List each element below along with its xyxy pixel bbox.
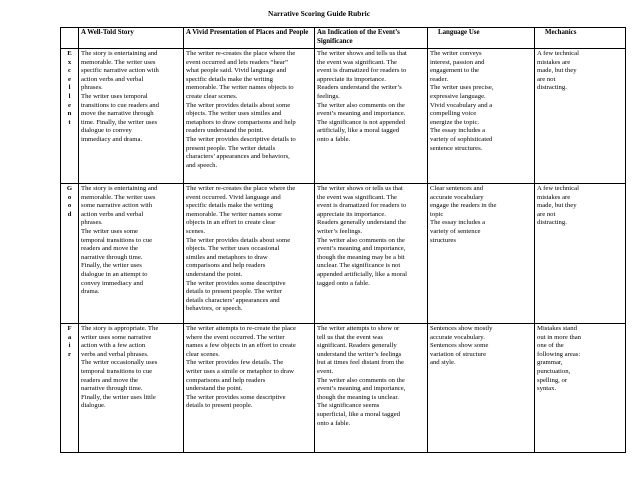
column-header-significance: An Indication of the Event’s Significance	[315, 28, 428, 49]
cell-text-line: The writer provides details about some	[186, 101, 291, 109]
cell-text-line: The significance is not appended	[317, 118, 406, 126]
cell-text-line: move the narrative through	[81, 110, 154, 118]
cell-text-line: The writer shows and tells us that	[317, 50, 407, 57]
cell-text-line: unclear. The significance is not	[317, 262, 401, 270]
cell-text-line: comparisons and help readers	[186, 262, 266, 270]
cell-text-line: The writer uses some	[81, 227, 139, 235]
cell-text-line: transitions to cue readers and	[81, 101, 159, 109]
cell-text-line: The writer uses precise,	[430, 84, 494, 92]
cell-fair-mechanics	[535, 324, 626, 453]
cell-text-line: convey immediacy and	[81, 279, 144, 287]
cell-text-line: behaviors, or speech.	[186, 305, 243, 313]
cell-text-line: memorable. The writer uses	[81, 193, 156, 201]
level-label-good: G o o d	[61, 184, 79, 324]
cell-text-line: event.	[317, 367, 334, 375]
cell-text-line: Sentences show mostly	[430, 325, 493, 332]
cell-text-line: names a few objects in an effort to create	[186, 342, 296, 350]
cell-text-line: readers and move the	[81, 376, 139, 384]
cell-text-line: phrases.	[81, 84, 103, 92]
cell-excellent-well-told-story	[79, 49, 184, 184]
cell-excellent-mechanics	[535, 49, 626, 184]
cell-text-line: Mistakes stand	[537, 325, 577, 332]
cell-text-line: variety of sentence	[430, 227, 481, 235]
cell-text-line: readers and move the	[81, 245, 139, 253]
cell-text-line: The essay includes a	[430, 127, 486, 135]
cell-good-well-told-story	[79, 184, 184, 324]
column-header-mechanics: Mechanics	[535, 28, 626, 49]
cell-text-line: artificially, like a moral tagged	[317, 127, 400, 135]
cell-text-line: one of the	[537, 342, 564, 350]
cell-fair-vivid-presentation	[184, 324, 315, 453]
cell-text-line: engage the readers in the	[430, 202, 497, 210]
cell-text-line: are not	[537, 210, 556, 218]
cell-text-line: drama.	[81, 288, 100, 296]
cell-text-line: distracting.	[537, 219, 567, 227]
cell-text-line: The writer provides details about some	[186, 236, 291, 244]
cell-text-line: The writer re-creates the place where the	[186, 50, 296, 57]
cell-text-line: The writer attempts to show or	[317, 325, 400, 332]
cell-good-significance	[315, 184, 428, 324]
cell-text-line: onto a fable.	[317, 135, 351, 143]
cell-text-line: structures	[430, 236, 456, 244]
cell-text-line: The writer also comments on the	[317, 101, 405, 109]
cell-text-line: appreciate its importance.	[317, 210, 386, 218]
cell-text-line: sentence structures.	[430, 144, 483, 152]
cell-text-line: The story is entertaining and	[81, 185, 158, 192]
cell-text-line: metaphors to draw comparisons and help	[186, 118, 296, 126]
cell-text-line: The story is appropriate. The	[81, 325, 159, 332]
cell-text-line: superficial, like a moral tagged	[317, 410, 401, 418]
cell-text-line: characters’ appearances and behaviors,	[186, 153, 290, 161]
cell-text-line: event is dramatized for readers to	[317, 202, 407, 210]
cell-text-line: details characters’ appearances and	[186, 296, 280, 304]
cell-text-line: The writer uses temporal	[81, 92, 148, 100]
cell-text-line: memorable. The writer names objects to	[186, 84, 294, 92]
cell-text-line: The story is entertaining and	[81, 50, 158, 57]
cell-text-line: dialogue.	[81, 402, 106, 410]
cell-text-line: The writer attempts to re-create the place	[186, 325, 296, 332]
cell-text-line: objects in an effort to create clear	[186, 219, 276, 227]
cell-good-mechanics	[535, 184, 626, 324]
cell-text-line: comparisons and help readers	[186, 376, 266, 384]
cell-text-line: accurate vocabulary	[430, 193, 484, 201]
cell-text-line: time. Finally, the writer uses	[81, 118, 158, 126]
cell-text-line: specific narrative action with	[81, 67, 159, 75]
cell-text-line: syntax.	[537, 385, 557, 393]
cell-text-line: writer uses some narrative	[81, 333, 152, 341]
cell-text-line: though the meaning is unclear.	[317, 393, 399, 401]
cell-text-line: following areas:	[537, 350, 581, 358]
cell-text-line: objects. The writer uses similes and	[186, 110, 282, 118]
column-header-well-told-story: A Well-Told Story	[79, 28, 184, 49]
cell-text-line: and speech.	[186, 161, 218, 169]
cell-excellent-vivid-presentation	[184, 49, 315, 184]
cell-text-line: feelings.	[317, 92, 340, 100]
cell-text-line: The writer provides some descriptive	[186, 393, 286, 401]
cell-excellent-significance	[315, 49, 428, 184]
rubric-table	[60, 27, 626, 453]
cell-fair-language-use	[428, 324, 535, 453]
cell-text-line: scenes.	[186, 227, 206, 235]
cell-text-line: tagged onto a fable.	[317, 279, 370, 287]
cell-text-line: variety of sophisticated	[430, 135, 493, 143]
cell-text-line: Readers generally understand the	[317, 219, 406, 227]
cell-text-line: temporal transitions to cue	[81, 236, 153, 244]
cell-text-line: understand the point.	[186, 385, 243, 393]
cell-text-line: details to present people.	[186, 402, 253, 410]
cell-good-language-use	[428, 184, 535, 324]
cell-text-line: The writer shows or tells us that	[317, 185, 403, 192]
cell-text-line: Vivid vocabulary and a	[430, 101, 493, 109]
cell-text-line: specific details make the writing	[186, 75, 273, 83]
cell-text-line: though the meaning may be a bit	[317, 253, 405, 261]
column-header-vivid-presentation: A Vivid Presentation of Places and People	[184, 28, 315, 49]
cell-text-line: event occurred and lets readers “hear”	[186, 58, 288, 66]
cell-text-line: grammar,	[537, 359, 563, 367]
cell-text-line: appreciate its importance.	[317, 75, 386, 83]
rubric-row-good	[61, 184, 626, 324]
cell-text-line: significant. Readers generally	[317, 342, 397, 350]
cell-text-line: Finally, the writer uses	[81, 262, 142, 270]
rubric-row-fair	[61, 324, 626, 453]
cell-text-line: event is dramatized for readers to	[317, 67, 407, 75]
cell-text-line: narrative through time.	[81, 385, 143, 393]
cell-text-line: Clear sentences and	[430, 185, 484, 192]
cell-text-line: but at times feel distant from the	[317, 359, 404, 367]
cell-text-line: energize the topic.	[430, 118, 480, 126]
cell-text-line: phrases.	[81, 219, 103, 227]
cell-text-line: and style.	[430, 359, 456, 367]
cell-text-line: present people. The writer details	[186, 144, 276, 152]
cell-text-line: dialogue in an attempt to	[81, 270, 148, 278]
cell-text-line: The essay includes a	[430, 219, 486, 227]
cell-text-line: engagement to the	[430, 67, 480, 75]
cell-text-line: spelling, or	[537, 376, 568, 384]
level-label-excellent: E x c e l l e n t	[61, 49, 79, 184]
cell-text-line: Sentences show some	[430, 342, 489, 350]
cell-text-line: the event was significant. The	[317, 58, 397, 66]
cell-text-line: topic	[430, 210, 444, 218]
cell-text-line: action verbs and verbal	[81, 75, 144, 83]
cell-good-vivid-presentation	[184, 184, 315, 324]
cell-text-line: action verbs and verbal	[81, 210, 144, 218]
cell-text-line: create clear scenes.	[186, 92, 238, 100]
cell-text-line: The significance seems	[317, 402, 380, 410]
cell-fair-significance	[315, 324, 428, 453]
cell-text-line: Finally, the writer uses little	[81, 393, 156, 401]
cell-text-line: event’s meaning and importance,	[317, 245, 406, 253]
cell-text-line: clear scenes.	[186, 350, 220, 358]
cell-text-line: The writer re-creates the place where the	[186, 185, 296, 192]
rubric-row-excellent	[61, 49, 626, 184]
cell-text-line: some narrative action with	[81, 202, 153, 210]
level-label-fair: F a i r	[61, 324, 79, 453]
column-header-language-use: Language Use	[428, 28, 535, 49]
cell-text-line: narrative through time.	[81, 253, 143, 261]
cell-text-line: variation of structure	[430, 350, 487, 358]
cell-text-line: writer’s feelings.	[317, 227, 363, 235]
cell-text-line: distracting.	[537, 84, 567, 92]
cell-text-line: A few technical	[537, 50, 579, 57]
page-title: Narrative Scoring Guide Rubric	[267, 9, 371, 18]
cell-text-line: The writer provides some descriptive	[186, 279, 286, 287]
cell-text-line: memorable. The writer uses	[81, 58, 156, 66]
cell-text-line: punctuation,	[537, 367, 571, 375]
cell-text-line: A few technical	[537, 185, 579, 192]
cell-text-line: memorable. The writer names some	[186, 210, 282, 218]
cell-text-line: event occurred. Vivid language and	[186, 193, 281, 201]
cell-text-line: made, but they	[537, 202, 577, 210]
cell-text-line: specific details make the writing	[186, 202, 273, 210]
cell-text-line: are not	[537, 75, 556, 83]
cell-text-line: immediacy and drama.	[81, 135, 143, 143]
cell-text-line: made, but they	[537, 67, 577, 75]
cell-text-line: reader.	[430, 75, 449, 83]
cell-text-line: accurate vocabulary.	[430, 333, 485, 341]
cell-text-line: readers understand the point.	[186, 127, 264, 135]
cell-text-line: event’s meaning and importance,	[317, 385, 406, 393]
cell-text-line: The writer provides descriptive details to	[186, 135, 296, 143]
header-row	[61, 28, 626, 49]
cell-text-line: interest, passion and	[430, 58, 485, 66]
cell-text-line: similes and metaphors to draw	[186, 253, 268, 261]
cell-text-line: Readers understand the writer’s	[317, 84, 402, 92]
cell-text-line: appended artificially, like a moral	[317, 270, 407, 278]
cell-text-line: The writer provides few details. The	[186, 359, 284, 367]
cell-text-line: expressive language.	[430, 92, 486, 100]
cell-text-line: understand the point.	[186, 270, 243, 278]
cell-text-line: event’s meaning and importance.	[317, 110, 406, 118]
cell-text-line: verbs and verbal phrases.	[81, 350, 149, 358]
cell-text-line: action with a few action	[81, 342, 146, 350]
cell-text-line: the event was significant. The	[317, 193, 397, 201]
cell-text-line: dialogue to convey	[81, 127, 132, 135]
cell-text-line: out in more than	[537, 333, 582, 341]
cell-text-line: objects. The writer uses occasional	[186, 245, 280, 253]
cell-text-line: mistakes are	[537, 58, 571, 66]
cell-text-line: tell us that the event was	[317, 333, 383, 341]
cell-text-line: mistakes are	[537, 193, 571, 201]
cell-text-line: where the event occurred. The writer	[186, 333, 285, 341]
cell-text-line: compelling voice	[430, 110, 477, 118]
cell-text-line: what people said. Vivid language and	[186, 67, 287, 75]
cell-text-line: details to present people. The writer	[186, 288, 283, 296]
cell-text-line: The writer also comments on the	[317, 236, 405, 244]
cell-text-line: writer uses a simile or metaphor to draw	[186, 367, 294, 375]
cell-fair-well-told-story	[79, 324, 184, 453]
cell-text-line: The writer occasionally uses	[81, 359, 158, 367]
cell-text-line: The writer conveys	[430, 50, 482, 57]
cell-excellent-language-use	[428, 49, 535, 184]
column-header-level	[61, 28, 79, 49]
cell-text-line: The writer also comments on the	[317, 376, 405, 384]
cell-text-line: temporal transitions to cue	[81, 367, 153, 375]
cell-text-line: understand the writer’s feelings	[317, 350, 402, 358]
cell-text-line: onto a fable.	[317, 419, 351, 427]
